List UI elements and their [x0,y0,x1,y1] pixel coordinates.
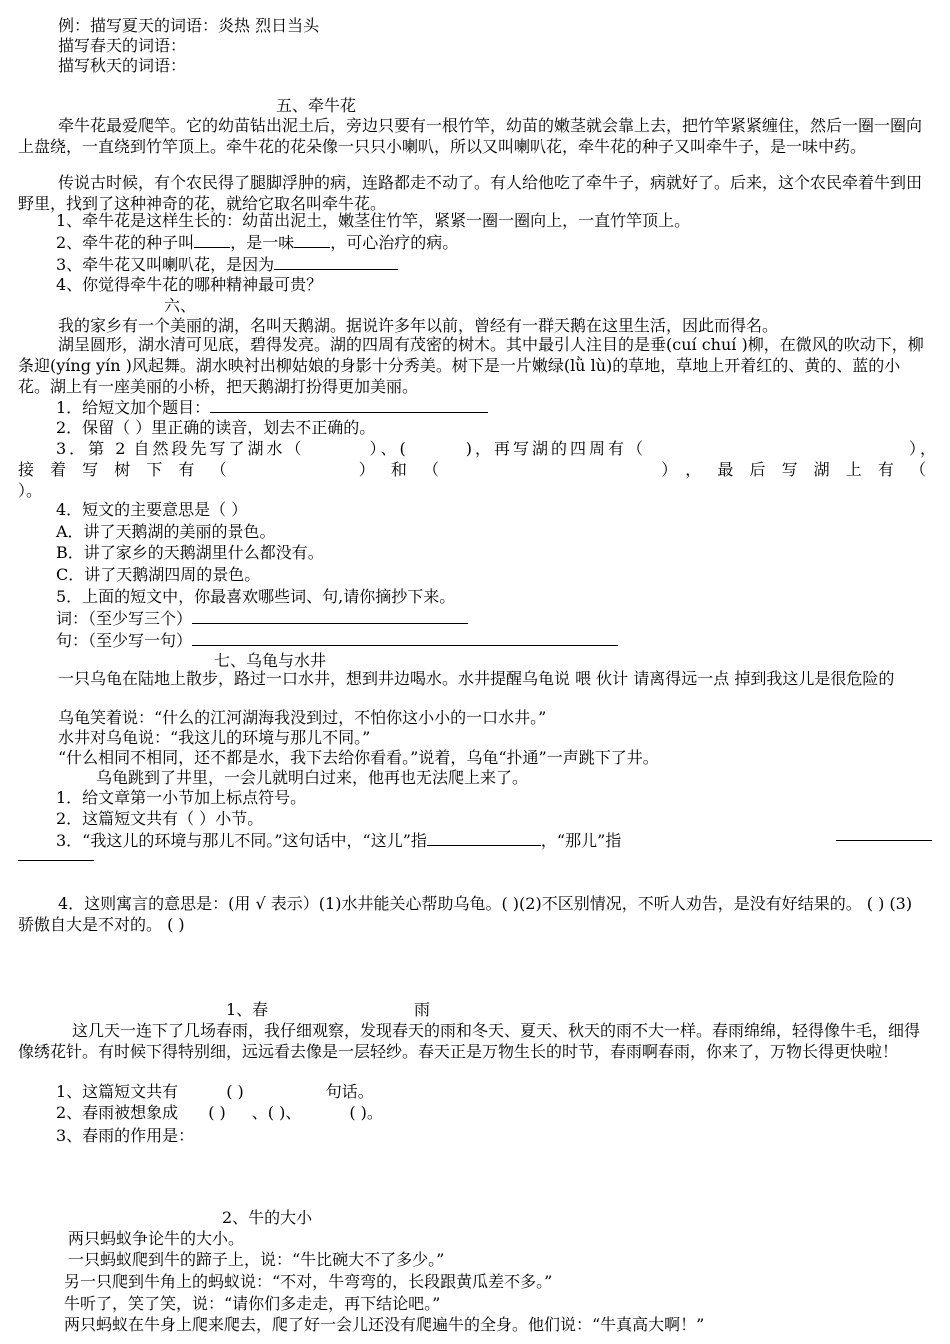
s7-title: 七、乌龟与水井 [214,651,327,670]
r1-question-2 [56,1103,383,1123]
s7-question-3 [56,830,621,851]
s6-sentence-blank[interactable] [192,630,618,646]
r1-paragraph: 这几天一连下了几场春雨，我仔细观察，发现春天的雨和冬天、夏天、秋天的雨不大一样。春雨绵绵，轻得像牛毛，细得像绣花针。有时候下得特别细，远远看去像是一层轻纱。春天正是万物生长的时节，春雨啊春雨，你来了，万物长得更快啦！ [18,1021,921,1061]
s6-q3-part-g: ），最后写湖上有（ [655,460,936,479]
r2-line-5: 两只蚂蚁在牛身上爬来爬去，爬了好一会儿还没有爬遍牛的全身。他们说：“牛真高大啊！” [64,1315,705,1334]
r1-title-a: 1、春 [226,1000,269,1019]
s6-title: 六、 [164,296,197,315]
s6-q3-part-f: ）和（ [352,460,456,479]
s5-q3-blank[interactable] [274,254,398,270]
s5-q2-part-a: 2、牵牛花的种子叫 [56,233,195,252]
s7-q3-blank-1[interactable] [427,830,541,846]
s5-q2-blank-1[interactable] [194,232,230,248]
intro-autumn: 描写秋天的词语： [58,56,187,75]
s5-question-2 [56,232,458,253]
s6-q3-part-e: 接着写树下有（ [18,460,243,479]
intro-spring: 描写春天的词语： [58,36,187,55]
s6-paragraph-2: 湖呈圆形，湖水清可见底，碧得发亮。湖的四周有茂密的树木。其中最引人注目的是垂(cuí chuí )柳，在微风的吹动下，柳条迎(yíng yín )风起舞。湖水映衬出柳姑娘的身影十分秀美。树下是一片嫩绿(lǜ lù)的草地，草地上开着红的、黄的、蓝的小花。湖上有一座美丽的小桥，把天鹅湖打扮得更加美丽。 [18,335,924,396]
s6-question-3-line-3: ）。 [18,481,43,500]
s5-paragraph-1: 牵牛花最爱爬竿。它的幼苗钻出泥土后，旁边只要有一根竹竿，幼苗的嫩茎就会靠上去，把竹竿紧紧缠住，然后一圈一圈向上盘绕，一直绕到竹竿顶上。牵牛花的花朵像一只只小喇叭，所以又叫喇叭花，牵牛花的种子又叫牵牛子，是一味中药。 [18,116,923,156]
intro-example: 例：描写夏天的词语：炎热 烈日当头 [58,16,320,35]
s6-sentence-line [56,630,618,651]
s6-q3-part-a: 3．第 2 自然段先写了湖水（ [56,439,305,458]
s7-question-4: 4．这则寓言的意思是：(用 √ 表示）(1)水井能关心帮助乌龟。( )(2)不区别情况，不听人劝告，是没有好结果的。 ( ) (3) 骄傲自大是不对的。 ( ) [18,894,913,934]
r1-q1-part-a: 1、这篇短文共有 [56,1082,179,1101]
s6-option-a: A．讲了天鹅湖的美丽的景色。 [56,522,276,541]
s5-paragraph-2: 传说古时候，有个农民得了腿脚浮肿的病，连路都走不动了。有人给他吃了牵牛子，病就好了。后来，这个农民牵着牛到田野里，找到了这种神奇的花，就给它取名叫牵牛花。 [18,173,923,213]
s7-q3-blank-2-end[interactable] [18,860,94,861]
s6-words-label: 词：（至少写三个） [56,609,193,628]
r1-q2-part-a: 2、春雨被想象成 [56,1103,179,1122]
s5-q2-part-b: ，是一味 [230,233,295,252]
r1-question-1 [56,1082,374,1102]
r1-q1-paren[interactable]: ( ) [226,1082,244,1101]
s6-question-2: 2．保留（ ）里正确的读音，划去不正确的。 [56,418,376,437]
s6-words-line [56,608,468,629]
r1-title-b: 雨 [414,1000,431,1019]
s6-option-b: B．讲了家乡的天鹅湖里什么都没有。 [56,543,324,562]
s5-question-3 [56,254,398,275]
r2-line-3: 另一只爬到牛角上的蚂蚁说：“不对，牛弯弯的，长段跟黄瓜差不多。” [64,1272,553,1291]
r1-q1-part-c: 句话。 [325,1082,374,1101]
s6-question-5: 5．上面的短文中，你最喜欢哪些词、句,请你摘抄下来。 [56,587,456,606]
r2-line-2: 一只蚂蚁爬到牛的蹄子上，说：“牛比碗大不了多少。” [68,1250,445,1269]
s7-q3-part-a: 3．“我这儿的环境与那儿不同。”这句话中，“这儿”指 [56,831,427,850]
s7-paragraph-2: 乌龟笑着说：“什么的江河湖海我没到过，不怕你这小小的一口水井。” [58,708,547,727]
r1-q2-paren-3[interactable]: ( )。 [349,1103,383,1122]
s6-q3-part-d: ）， [906,439,936,458]
s6-q3-part-c: )，再写湖的四周有（ [465,439,646,458]
s6-words-blank[interactable] [192,608,468,624]
s7-paragraph-1: 一只乌龟在陆地上散步，路过一口水井，想到井边喝水。水井提醒乌龟说 喂 伙计 请离得远一点 掉到我这儿是很危险的 [58,669,895,688]
s5-question-4: 4、你觉得牵牛花的哪种精神最可贵？ [56,275,323,294]
r1-q2-paren-1[interactable]: ( ) [208,1103,226,1122]
s7-question-2: 2．这篇短文共有（ ）小节。 [56,809,264,828]
s7-question-1: 1．给文章第一小节加上标点符号。 [56,788,307,807]
s7-paragraph-3: 水井对乌龟说：“我这儿的环境与那儿不同。” [58,728,371,747]
s6-q3-part-b: ）、( [366,439,406,458]
r2-title: 2、牛的大小 [222,1208,313,1227]
s5-q2-blank-2[interactable] [294,232,330,248]
s5-q3-text: 3、牵牛花又叫喇叭花，是因为 [56,255,275,274]
r1-question-3: 3、春雨的作用是： [56,1126,195,1145]
s5-question-1: 1、牵牛花是这样生长的：幼苗出泥土，嫩茎住竹竿，紧紧一圈一圈向上，一直竹竿顶上。 [56,211,691,230]
s6-option-c: C．讲了天鹅湖四周的景色。 [56,565,261,584]
s6-paragraph-1: 我的家乡有一个美丽的湖，名叫天鹅湖。据说许多年以前，曾经有一群天鹅在这里生活，因此而得名。 [58,316,779,335]
s5-title: 五、牵牛花 [276,96,357,115]
s6-q1-text: 1．给短文加个题目： [56,398,211,417]
r2-line-1: 两只蚂蚁争论牛的大小。 [68,1229,245,1248]
s7-q3-part-b: ，“那儿”指 [540,831,622,850]
s6-sentence-label: 句：（至少写一句） [56,631,193,650]
s7-paragraph-4: “什么相同不相同，还不都是水，我下去给你看看。”说着，乌龟“扑通”一声跳下了井。 [58,748,659,767]
s6-title-blank[interactable] [210,397,488,413]
s5-q2-part-c: ，可心治疗的病。 [330,233,459,252]
s7-q3-blank-2-start[interactable] [836,840,932,841]
s6-question-1 [56,397,488,418]
s6-question-4: 4．短文的主要意思是（ ） [56,500,248,519]
r1-q2-paren-2[interactable]: 、( )、 [251,1103,302,1122]
s6-question-3-line-2 [18,460,936,480]
s7-paragraph-5: 乌龟跳到了井里，一会儿就明白过来，他再也无法爬上来了。 [96,768,529,787]
s6-question-3-line-1 [56,439,936,459]
r2-line-4: 牛听了，笑了笑，说：“请你们多走走，再下结论吧。” [64,1294,441,1313]
